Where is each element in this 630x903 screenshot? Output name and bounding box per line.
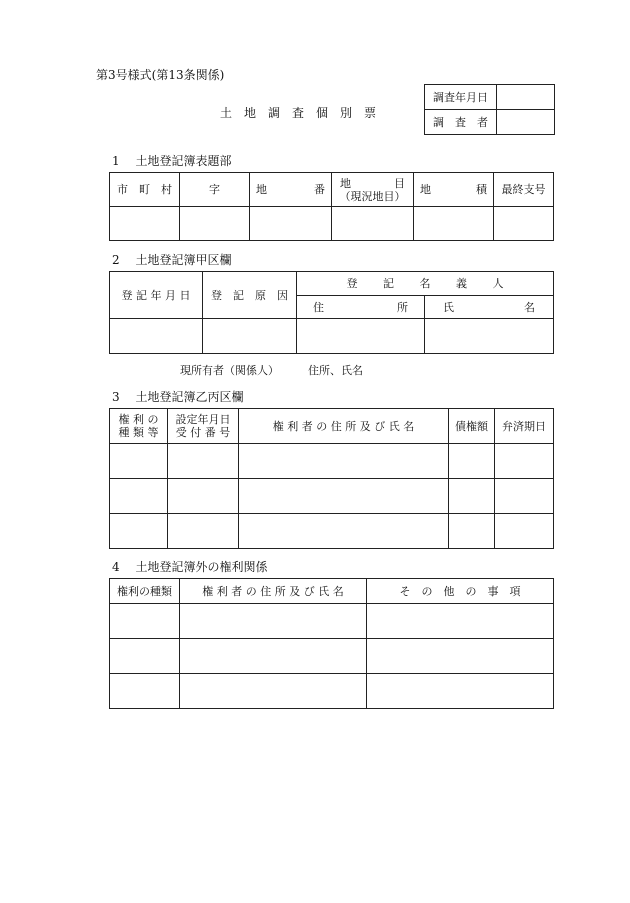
section1-heading: 1 土地登記簿表題部 bbox=[112, 154, 232, 168]
owner-fields-note: 住所、氏名 bbox=[308, 364, 363, 377]
header-area-a: 地 bbox=[420, 183, 431, 196]
header-set-date-2: 受 付 番 号 bbox=[175, 426, 231, 439]
header-right-type-2: 種 類 等 bbox=[118, 426, 159, 439]
cell-right-type[interactable] bbox=[110, 479, 168, 514]
owner-note: 現所有者（関係人） bbox=[180, 364, 279, 377]
header-right-type-1: 権 利 の bbox=[118, 413, 159, 426]
header-aza: 字 bbox=[180, 173, 250, 207]
section2-table bbox=[109, 271, 554, 354]
cell-set-date[interactable] bbox=[168, 514, 239, 549]
cell-reg-cause[interactable] bbox=[203, 319, 297, 354]
header-other: そ の 他 の 事 項 bbox=[367, 579, 554, 604]
cell-debt[interactable] bbox=[449, 514, 495, 549]
cell-name[interactable] bbox=[425, 319, 554, 354]
cell-set-date[interactable] bbox=[168, 444, 239, 479]
header-set-date bbox=[168, 409, 239, 444]
header-chimoku-a: 地 bbox=[340, 176, 351, 190]
cell-right-type-4[interactable] bbox=[110, 674, 180, 709]
cell-holder-4[interactable] bbox=[180, 604, 367, 639]
header-right-type-4: 権利の種類 bbox=[110, 579, 180, 604]
header-due: 弁済期日 bbox=[495, 409, 554, 444]
header-holder-4: 権 利 者 の 住 所 及 び 氏 名 bbox=[180, 579, 367, 604]
form-id: 第3号様式(第13条関係) bbox=[96, 68, 225, 82]
header-chimoku-b: 目 bbox=[394, 176, 405, 190]
cell-other[interactable] bbox=[367, 674, 554, 709]
cell-holder[interactable] bbox=[239, 514, 449, 549]
header-chimoku bbox=[332, 173, 414, 207]
cell-other[interactable] bbox=[367, 639, 554, 674]
header-chiban-b: 番 bbox=[314, 183, 325, 196]
cell-debt[interactable] bbox=[449, 444, 495, 479]
cell-debt[interactable] bbox=[449, 479, 495, 514]
cell-city[interactable] bbox=[110, 207, 180, 241]
header-address-b: 所 bbox=[397, 300, 408, 314]
header-chiban-a: 地 bbox=[256, 183, 267, 196]
header-city: 市 町 村 bbox=[110, 173, 180, 207]
cell-set-date[interactable] bbox=[168, 479, 239, 514]
header-last-branch: 最終支号 bbox=[494, 173, 554, 207]
survey-date-label: 調査年月日 bbox=[425, 85, 497, 110]
header-holder: 権 利 者 の 住 所 及 び 氏 名 bbox=[239, 409, 449, 444]
cell-right-type-4[interactable] bbox=[110, 604, 180, 639]
header-reg-date: 登 記 年 月 日 bbox=[110, 272, 203, 319]
cell-right-type[interactable] bbox=[110, 514, 168, 549]
header-reg-holder: 登 記 名 義 人 bbox=[297, 272, 554, 296]
cell-right-type-4[interactable] bbox=[110, 639, 180, 674]
header-chiban bbox=[250, 173, 332, 207]
cell-holder[interactable] bbox=[239, 444, 449, 479]
header-name-a: 氏 bbox=[443, 300, 454, 314]
header-right-type bbox=[110, 409, 168, 444]
cell-reg-date[interactable] bbox=[110, 319, 203, 354]
section1-table bbox=[109, 172, 554, 241]
cell-holder[interactable] bbox=[239, 479, 449, 514]
cell-due[interactable] bbox=[495, 479, 554, 514]
cell-due[interactable] bbox=[495, 514, 554, 549]
header-reg-cause: 登 記 原 因 bbox=[203, 272, 297, 319]
section3-heading: 3 土地登記簿乙丙区欄 bbox=[112, 390, 244, 404]
survey-date-field[interactable] bbox=[497, 85, 555, 110]
cell-chiban[interactable] bbox=[250, 207, 332, 241]
cell-due[interactable] bbox=[495, 444, 554, 479]
cell-aza[interactable] bbox=[180, 207, 250, 241]
cell-address[interactable] bbox=[297, 319, 425, 354]
header-name bbox=[425, 296, 554, 319]
survey-info-box bbox=[424, 84, 555, 135]
section2-heading: 2 土地登記簿甲区欄 bbox=[112, 253, 232, 267]
header-name-b: 名 bbox=[524, 300, 535, 314]
header-chimoku-sub: （現況地目） bbox=[339, 189, 406, 203]
section4-heading: 4 土地登記簿外の権利関係 bbox=[112, 560, 268, 574]
header-debt: 債権額 bbox=[449, 409, 495, 444]
cell-right-type[interactable] bbox=[110, 444, 168, 479]
cell-other[interactable] bbox=[367, 604, 554, 639]
header-area-b: 積 bbox=[476, 183, 487, 196]
header-area bbox=[414, 173, 494, 207]
header-address-a: 住 bbox=[313, 300, 324, 314]
section3-table bbox=[109, 408, 554, 549]
cell-chimoku[interactable] bbox=[332, 207, 414, 241]
cell-holder-4[interactable] bbox=[180, 639, 367, 674]
page-title: 土 地 調 査 個 別 票 bbox=[220, 106, 377, 120]
surveyor-field[interactable] bbox=[497, 110, 555, 135]
header-set-date-1: 設定年月日 bbox=[175, 413, 231, 426]
header-address bbox=[297, 296, 425, 319]
cell-holder-4[interactable] bbox=[180, 674, 367, 709]
cell-area[interactable] bbox=[414, 207, 494, 241]
surveyor-label: 調 査 者 bbox=[425, 110, 497, 135]
section4-table bbox=[109, 578, 554, 709]
cell-last-branch[interactable] bbox=[494, 207, 554, 241]
